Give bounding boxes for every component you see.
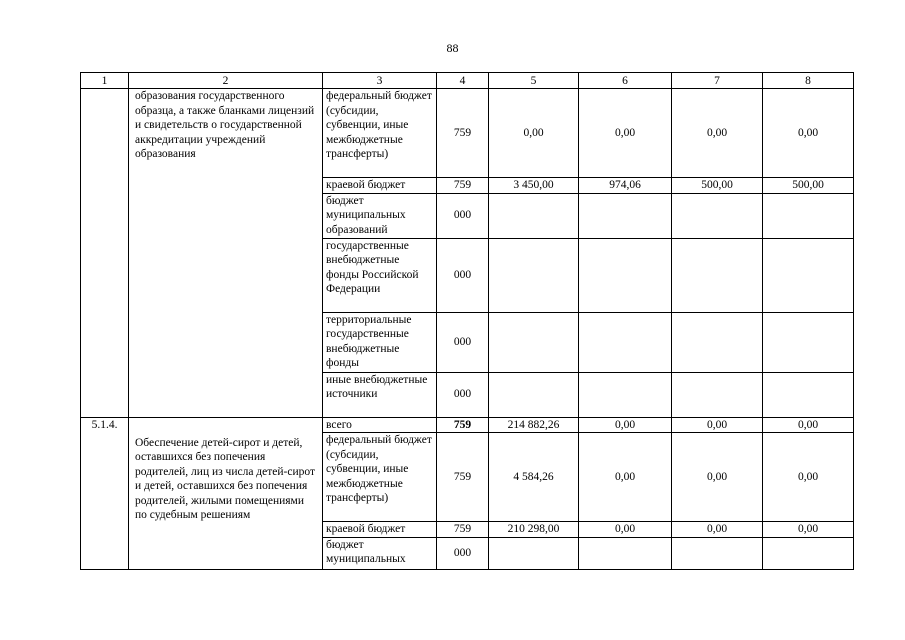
source-cell: государственные внебюджетные фонды Российской Федерации <box>323 238 437 312</box>
code-cell: 759 <box>437 417 489 433</box>
header-cell: 6 <box>579 73 672 89</box>
value-cell <box>579 238 672 312</box>
header-cell: 5 <box>489 73 579 89</box>
value-cell: 0,00 <box>579 417 672 433</box>
value-cell <box>672 312 763 372</box>
source-cell: всего <box>323 417 437 433</box>
header-cell: 1 <box>81 73 129 89</box>
value-cell: 500,00 <box>672 178 763 194</box>
source-cell: краевой бюджет <box>323 522 437 538</box>
value-cell: 0,00 <box>763 89 854 178</box>
header-row <box>81 73 854 89</box>
value-cell <box>489 372 579 417</box>
value-cell: 0,00 <box>672 417 763 433</box>
table-row <box>81 89 854 178</box>
source-cell: краевой бюджет <box>323 178 437 194</box>
value-cell <box>763 312 854 372</box>
value-cell: 3 450,00 <box>489 178 579 194</box>
value-cell <box>763 537 854 569</box>
value-cell: 0,00 <box>489 89 579 178</box>
code-cell: 000 <box>437 238 489 312</box>
value-cell: 0,00 <box>763 417 854 433</box>
value-cell <box>672 238 763 312</box>
value-cell <box>489 537 579 569</box>
value-cell: 0,00 <box>579 522 672 538</box>
value-cell: 0,00 <box>763 522 854 538</box>
header-cell: 2 <box>129 73 323 89</box>
budget-table <box>80 72 854 570</box>
value-cell: 0,00 <box>579 433 672 522</box>
value-cell: 210 298,00 <box>489 522 579 538</box>
value-cell <box>763 238 854 312</box>
value-cell <box>672 372 763 417</box>
source-cell: бюджет муниципальных <box>323 537 437 569</box>
item-number-cell <box>81 89 129 418</box>
code-cell: 000 <box>437 312 489 372</box>
code-cell: 759 <box>437 522 489 538</box>
value-cell <box>489 312 579 372</box>
value-cell: 500,00 <box>763 178 854 194</box>
value-cell <box>763 193 854 238</box>
value-cell <box>672 537 763 569</box>
value-cell: 0,00 <box>763 433 854 522</box>
value-cell: 0,00 <box>579 89 672 178</box>
source-cell: федеральный бюджет (субсидии, субвенции, иные межбюджетные трансферты) <box>323 89 437 178</box>
code-cell: 000 <box>437 193 489 238</box>
value-cell <box>672 193 763 238</box>
source-cell: иные внебюджетные источники <box>323 372 437 417</box>
value-cell: 0,00 <box>672 89 763 178</box>
code-cell: 759 <box>437 89 489 178</box>
item-name-cell: Обеспечение детей-сирот и детей, оставшихся без попечения родителей, лиц из числа детей-сирот и детей, оставшихся без попечения родителей, жилыми помещениями по судебным решениям <box>129 417 323 569</box>
header-cell: 4 <box>437 73 489 89</box>
source-cell: бюджет муниципальных образований <box>323 193 437 238</box>
code-cell: 000 <box>437 537 489 569</box>
source-cell: территориальные государственные внебюджетные фонды <box>323 312 437 372</box>
item-number-cell: 5.1.4. <box>81 417 129 569</box>
header-cell: 7 <box>672 73 763 89</box>
table-row <box>81 417 854 433</box>
value-cell: 0,00 <box>672 522 763 538</box>
header-cell: 8 <box>763 73 854 89</box>
item-name-cell: образования государственного образца, а также бланками лицензий и свидетельств о государственной аккредитации учреждений образования <box>129 89 323 418</box>
value-cell <box>579 312 672 372</box>
value-cell <box>579 537 672 569</box>
code-cell: 759 <box>437 178 489 194</box>
source-cell: федеральный бюджет (субсидии, субвенции, иные межбюджетные трансферты) <box>323 433 437 522</box>
value-cell <box>579 193 672 238</box>
value-cell <box>489 238 579 312</box>
value-cell <box>763 372 854 417</box>
value-cell: 0,00 <box>672 433 763 522</box>
value-cell <box>579 372 672 417</box>
value-cell <box>489 193 579 238</box>
page-number: 88 <box>446 41 459 55</box>
code-cell: 000 <box>437 372 489 417</box>
value-cell: 4 584,26 <box>489 433 579 522</box>
header-cell: 3 <box>323 73 437 89</box>
value-cell: 214 882,26 <box>489 417 579 433</box>
value-cell: 974,06 <box>579 178 672 194</box>
code-cell: 759 <box>437 433 489 522</box>
